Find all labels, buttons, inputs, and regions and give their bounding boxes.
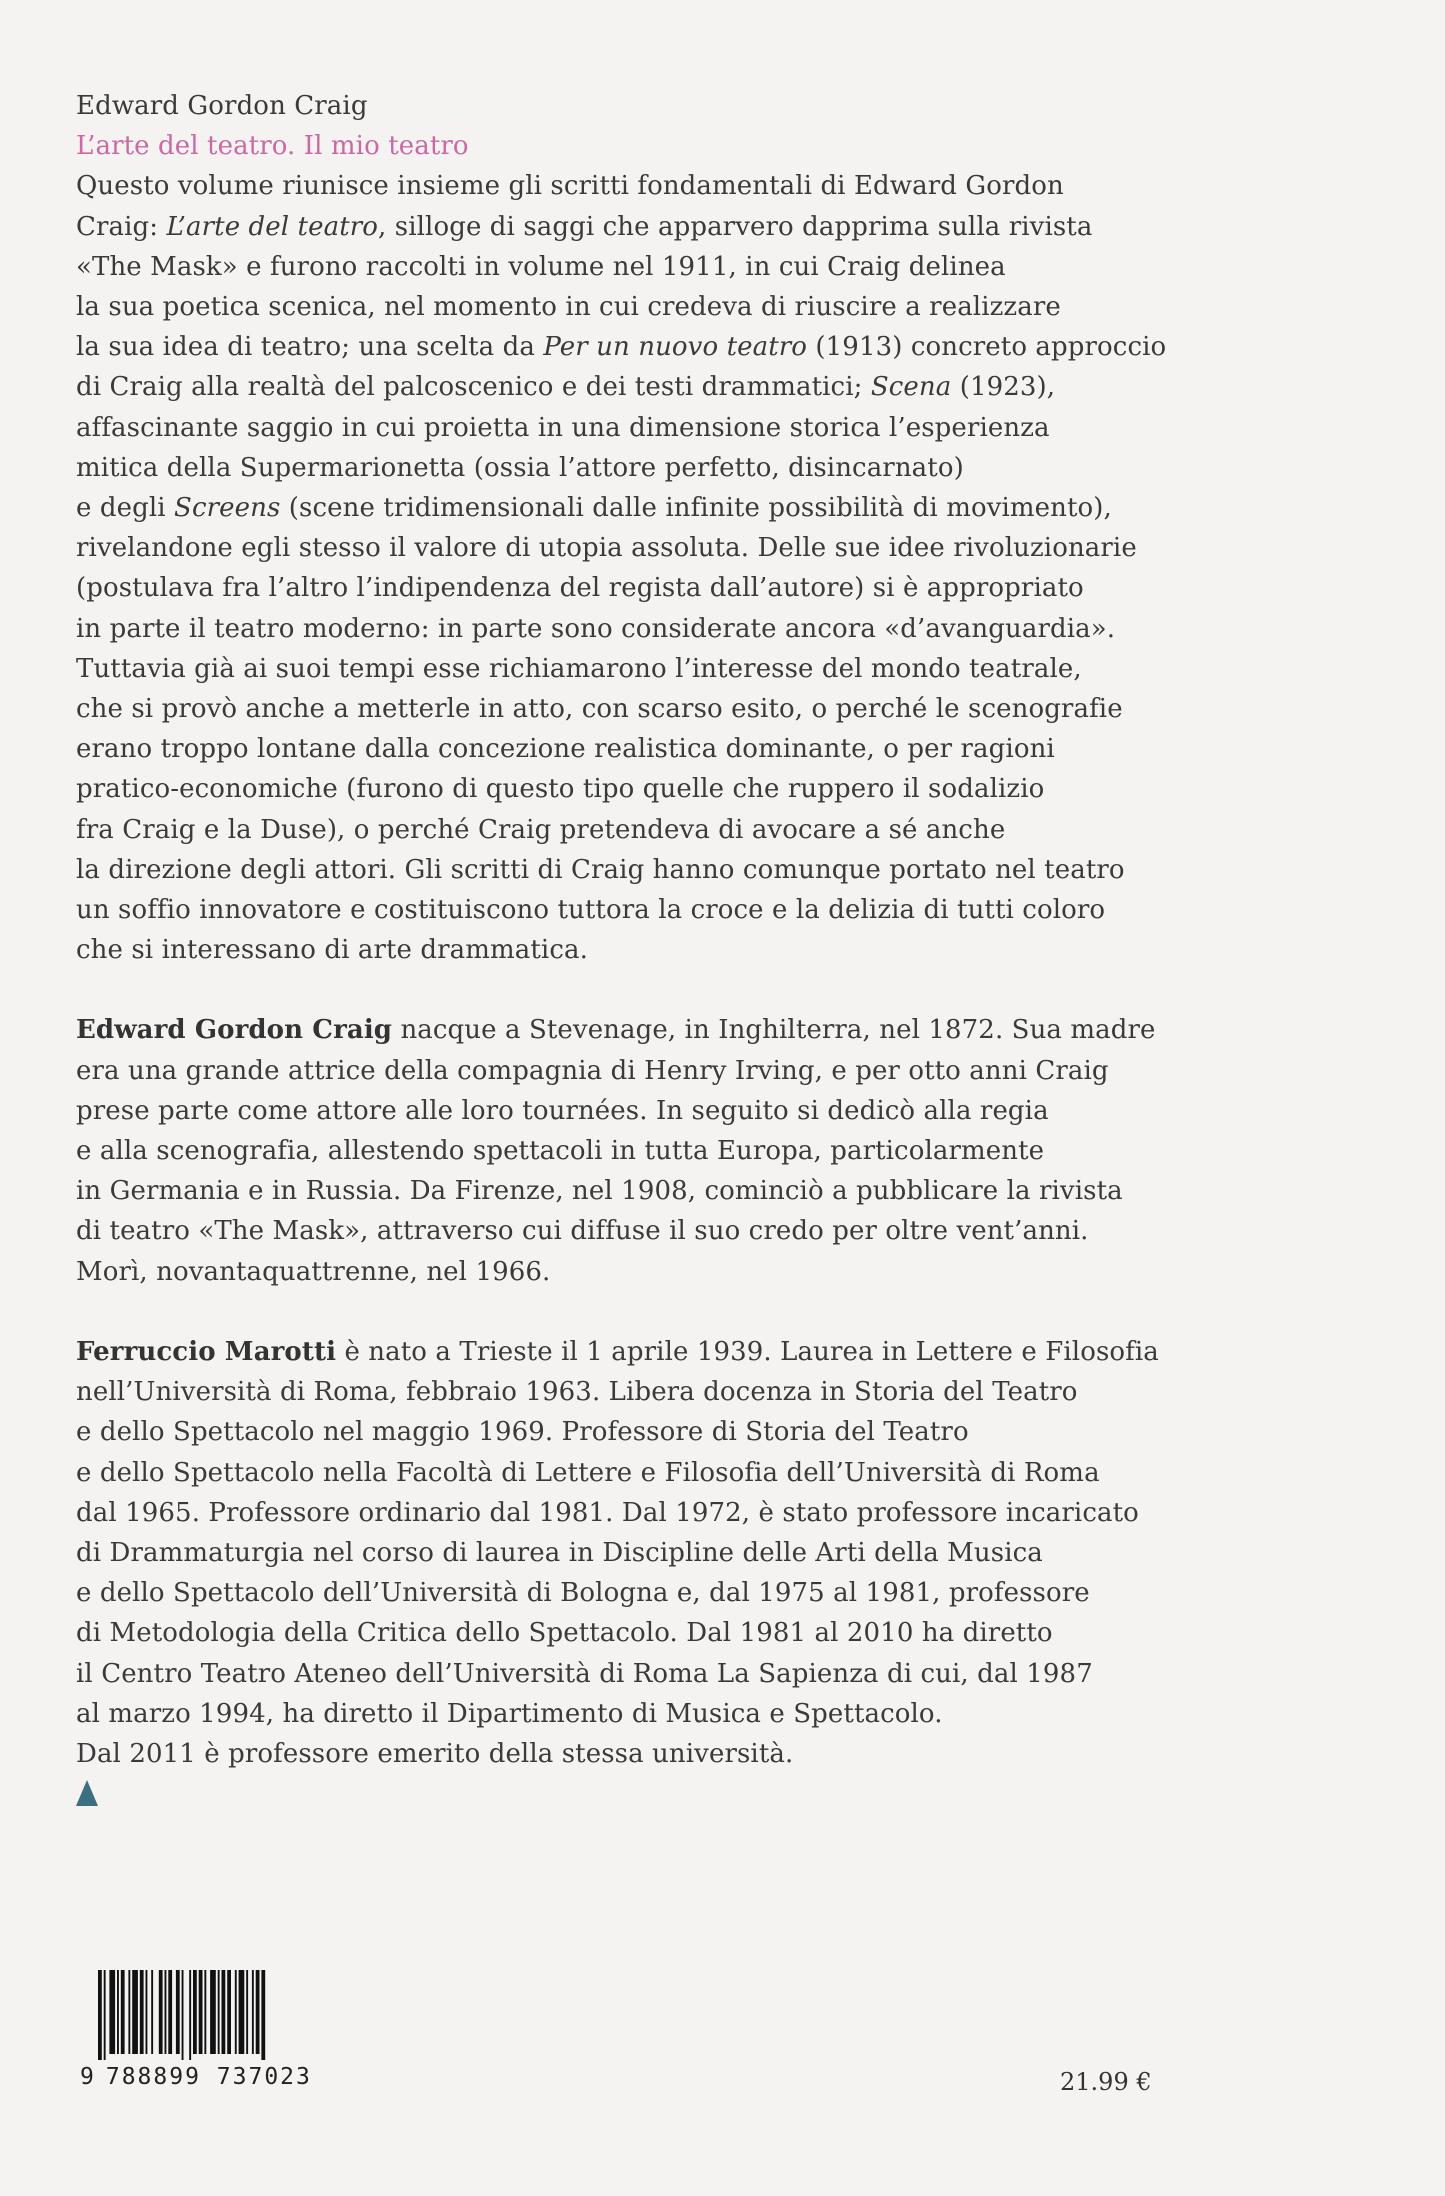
- barcode-bar: [199, 1970, 203, 2054]
- barcode-bar: [189, 1970, 191, 2060]
- bio-line: Dal 2011 è professore emerito della stessa università.: [76, 1738, 794, 1769]
- bio-line: al marzo 1994, ha diretto il Dipartimento di Musica e Spettacolo.: [76, 1698, 943, 1729]
- barcode-bar: [128, 1970, 130, 2054]
- blurb-line: Tuttavia già ai suoi tempi esse richiamarono l’interesse del mondo teatrale,: [76, 653, 1082, 684]
- bio-line: nell’Università di Roma, febbraio 1963. Libera docenza in Storia del Teatro: [76, 1377, 1078, 1408]
- text-span: la sua idea di teatro; una scelta da: [76, 332, 544, 363]
- barcode-bar: [146, 1970, 148, 2054]
- text-span: è nato a Trieste il 1 aprile 1939. Laurea in Lettere e Filosofia: [336, 1336, 1159, 1367]
- barcode-bar: [117, 1970, 119, 2054]
- bio-line: in Germania e in Russia. Da Firenze, nel 1908, cominciò a pubblicare la rivista: [76, 1176, 1123, 1207]
- blurb-line: la sua poetica scenica, nel momento in cui credeva di riuscire a realizzare: [76, 292, 1061, 323]
- paragraph-gap: [76, 970, 1176, 1010]
- text-span: (1923),: [951, 372, 1056, 403]
- bio-line: Morì, novantaquattrenne, nel 1966.: [76, 1256, 551, 1287]
- barcode-bar: [210, 1970, 216, 2054]
- barcode-number: [80, 2064, 330, 2090]
- blurb-line: la direzione degli attori. Gli scritti di Craig hanno comunque portato nel teatro: [76, 854, 1125, 885]
- barcode-bars: [96, 1970, 321, 2060]
- bio-line: di Drammaturgia nel corso di laurea in Discipline delle Arti della Musica: [76, 1537, 1043, 1568]
- barcode-bar: [182, 1970, 184, 2060]
- bio-line: dal 1965. Professore ordinario dal 1981. Dal 1972, è stato professore incaricato: [76, 1497, 1139, 1528]
- barcode-bar: [239, 1970, 245, 2054]
- barcode-bar: [165, 1970, 167, 2054]
- italic-title: Per un nuovo teatro: [543, 332, 808, 363]
- text-span: Craig:: [76, 211, 167, 242]
- text-span: nacque a Stevenage, in Inghilterra, nel 1872. Sua madre: [392, 1015, 1156, 1046]
- blurb-line: «The Mask» e furono raccolti in volume nel 1911, in cui Craig delinea: [76, 251, 1006, 282]
- blurb-line: [76, 207, 1176, 247]
- barcode-bar: [246, 1970, 248, 2054]
- blurb-paragraph: [76, 166, 1176, 970]
- author-name: Edward Gordon Craig: [76, 91, 368, 121]
- blurb-line: [76, 327, 1176, 367]
- bio-line: e dello Spettacolo nella Facoltà di Lettere e Filosofia dell’Università di Roma: [76, 1457, 1100, 1488]
- text-span: di Craig alla realtà del palcoscenico e dei testi drammatici;: [76, 372, 871, 403]
- bio-line: prese parte come attore alle loro tournées. In seguito si dedicò alla regia: [76, 1095, 1049, 1126]
- italic-title: Screens: [174, 493, 281, 524]
- barcode-bar: [193, 1970, 197, 2054]
- barcode-bar: [235, 1970, 237, 2054]
- bio-line: di teatro «The Mask», attraverso cui diffuse il suo credo per oltre vent’anni.: [76, 1216, 1089, 1247]
- book-title: L’arte del teatro. Il mio teatro: [76, 131, 469, 162]
- blurb-line: fra Craig e la Duse), o perché Craig pretendeva di avocare a sé anche: [76, 814, 1006, 845]
- barcode-bar: [140, 1970, 144, 2054]
- barcode-digits: 788899 737023: [105, 2064, 312, 2090]
- bio-line: di Metodologia della Critica dello Spettacolo. Dal 1981 al 2010 ha diretto: [76, 1618, 1053, 1649]
- barcode-first-digit: 9: [80, 2064, 96, 2090]
- text-column: [76, 86, 1176, 1774]
- text-span: (1913) concreto approccio: [807, 332, 1167, 363]
- bio-craig-paragraph: [76, 1010, 1176, 1291]
- barcode-bar: [204, 1970, 206, 2054]
- barcode-bar: [104, 1970, 106, 2060]
- barcode-bar: [256, 1970, 260, 2054]
- barcode-bar: [227, 1970, 231, 2054]
- blurb-line: in parte il teatro moderno: in parte sono considerate ancora «d’avanguardia».: [76, 613, 1116, 644]
- barcode-bar: [109, 1970, 115, 2054]
- bio-line: e dello Spettacolo dell’Università di Bologna e, dal 1975 al 1981, professore: [76, 1578, 1090, 1609]
- blurb-line: [76, 488, 1176, 528]
- italic-title: Scena: [870, 372, 952, 403]
- bio-name: Ferruccio Marotti: [76, 1336, 337, 1367]
- barcode-bar: [159, 1970, 163, 2054]
- blurb-line: pratico-economiche (furono di questo tipo quelle che ruppero il sodalizio: [76, 774, 1045, 805]
- blurb-line: erano troppo lontane dalla concezione realistica dominante, o per ragioni: [76, 734, 1055, 765]
- bio-line: e dello Spettacolo nel maggio 1969. Professore di Storia del Teatro: [76, 1417, 969, 1448]
- barcode-bar: [121, 1970, 125, 2054]
- bio-line: [76, 1010, 1176, 1050]
- bio-line: il Centro Teatro Ateneo dell’Università di Roma La Sapienza di cui, dal 1987: [76, 1658, 1093, 1689]
- blurb-line: un soffio innovatore e costituiscono tuttora la croce e la delizia di tutti coloro: [76, 895, 1106, 926]
- text-span: (scene tridimensionali dalle infinite possibilità di movimento),: [280, 493, 1112, 524]
- bio-line: [76, 1332, 1176, 1372]
- blurb-line: che si interessano di arte drammatica.: [76, 935, 588, 966]
- blurb-line: (postulava fra l’altro l’indipendenza del regista dall’autore) si è appropriato: [76, 573, 1084, 604]
- paragraph-gap: [76, 1292, 1176, 1332]
- blurb-line: che si provò anche a metterle in atto, con scarso esito, o perché le scenografie: [76, 694, 1123, 725]
- bio-line: era una grande attrice della compagnia di Henry Irving, e per otto anni Craig: [76, 1055, 1109, 1086]
- barcode-bar: [218, 1970, 220, 2054]
- blurb-line: rivelandone egli stesso il valore di utopia assoluta. Delle sue idee rivoluzionarie: [76, 533, 1137, 564]
- barcode-bar: [176, 1970, 180, 2054]
- barcode-bar: [132, 1970, 138, 2054]
- blurb-line: mitica della Supermarionetta (ossia l’attore perfetto, disincarnato): [76, 452, 964, 483]
- barcode-bar: [252, 1970, 254, 2054]
- barcode-bar: [261, 1970, 265, 2060]
- barcode-bar: [168, 1970, 172, 2054]
- barcode-bar: [222, 1970, 226, 2054]
- bio-line: e alla scenografia, allestendo spettacoli in tutta Europa, particolarmente: [76, 1136, 1045, 1167]
- blurb-line: affascinante saggio in cui proietta in una dimensione storica l’esperienza: [76, 412, 1050, 443]
- blurb-line: Questo volume riunisce insieme gli scritti fondamentali di Edward Gordon: [76, 171, 1064, 202]
- publisher-logo-triangle-icon: [76, 1780, 98, 1806]
- text-span: e degli: [76, 493, 175, 524]
- blurb-line: [76, 367, 1176, 407]
- price-label: 21.99 €: [1060, 2068, 1152, 2096]
- barcode-bar: [98, 1970, 102, 2060]
- bio-name: Edward Gordon Craig: [76, 1015, 393, 1046]
- italic-title: L’arte del teatro: [166, 211, 379, 242]
- bio-marotti-paragraph: [76, 1332, 1176, 1774]
- text-span: , silloge di saggi che apparvero dapprima sulla rivista: [378, 211, 1093, 242]
- barcode-bar: [151, 1970, 153, 2054]
